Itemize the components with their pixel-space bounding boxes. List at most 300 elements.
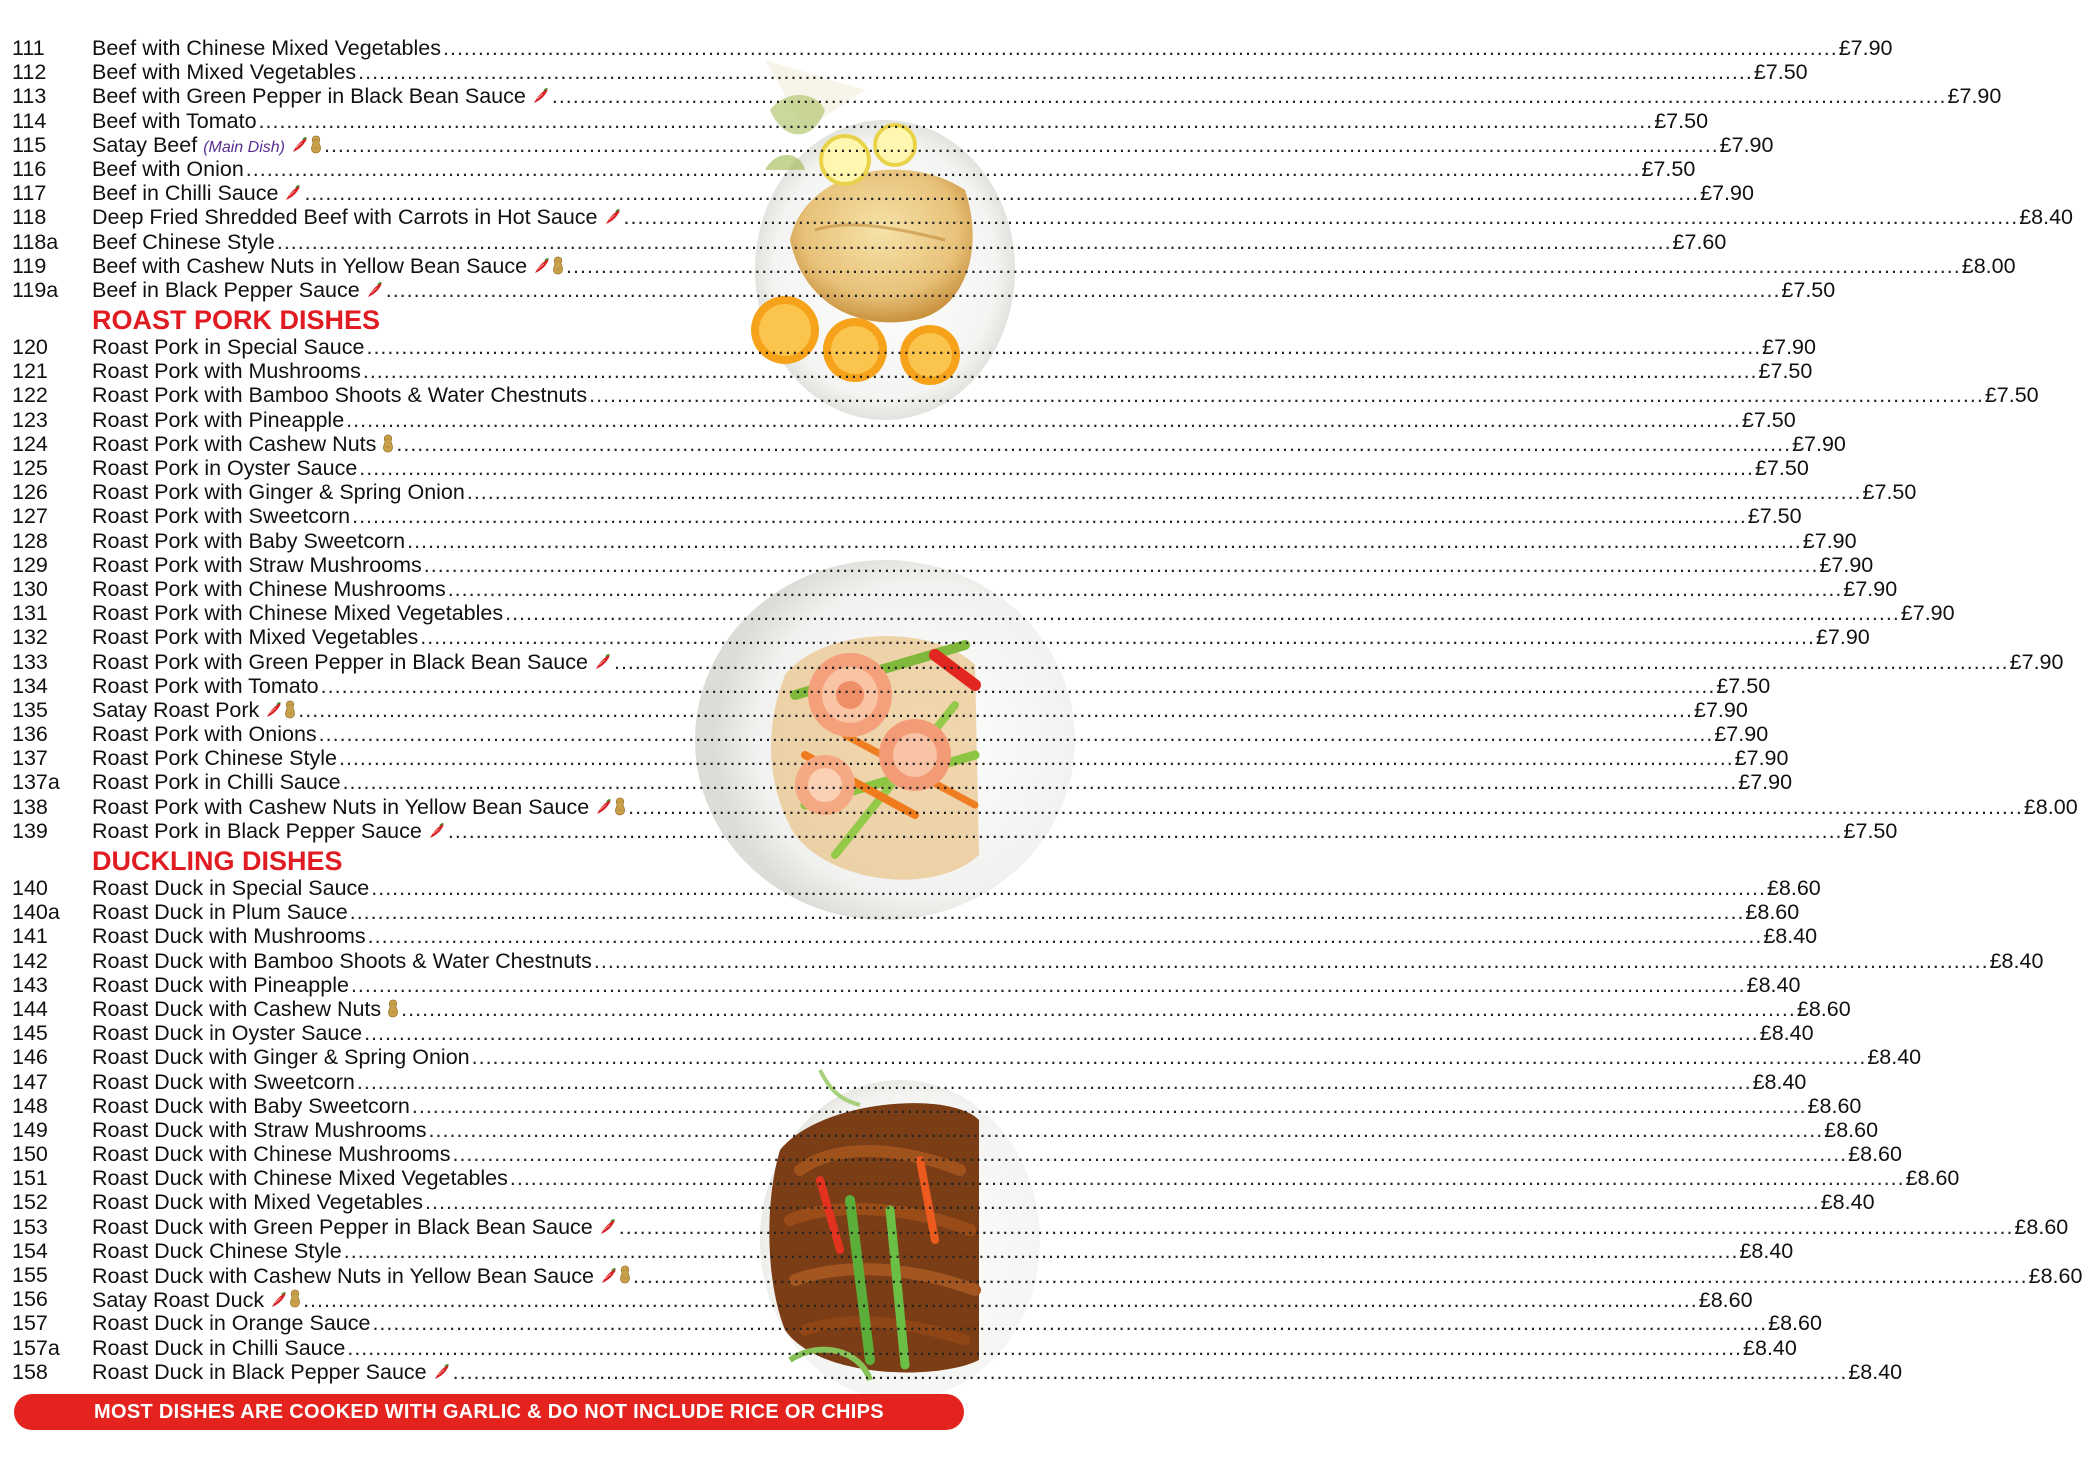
item-number: 145 (12, 1021, 48, 1046)
item-line (92, 229, 1727, 254)
item-note: (Main Dish) (203, 139, 285, 157)
item-price: £8.40 (1989, 948, 2044, 973)
item-name: Roast Duck in Oyster Sauce (92, 1021, 363, 1046)
item-line (92, 722, 1769, 747)
dot-leader: ........................................................................................................................................................................................................ (411, 1093, 1807, 1118)
dot-leader: ........................................................................................................................................................................................................ (452, 1142, 1848, 1167)
menu-item (0, 770, 1793, 795)
dot-leader: ........................................................................................................................................................................................................ (304, 181, 1700, 206)
dot-leader: ........................................................................................................................................................................................................ (342, 770, 1738, 795)
item-line (92, 156, 1696, 181)
item-name: Roast Duck with Straw Mushrooms (92, 1117, 427, 1142)
section-heading (0, 843, 760, 876)
item-number: 118 (12, 205, 47, 230)
dot-leader: ........................................................................................................................................................................................................ (447, 818, 1843, 843)
dot-leader: ........................................................................................................................................................................................................ (372, 1311, 1768, 1336)
item-price: £7.90 (1693, 698, 1748, 723)
dot-leader: ........................................................................................................................................................................................................ (632, 1263, 2028, 1288)
item-number: 141 (12, 924, 48, 949)
item-price: £7.90 (1792, 431, 1846, 456)
menu-item (0, 181, 1754, 206)
item-name: Roast Duck in Orange Sauce (92, 1311, 371, 1336)
chilli-icon (594, 652, 612, 670)
dot-leader: ........................................................................................................................................................................................................ (358, 60, 1753, 85)
item-line (92, 431, 1846, 456)
item-number: 123 (12, 407, 48, 432)
item-number: 146 (12, 1045, 48, 1070)
menu-item (0, 359, 1813, 384)
menu-item (0, 407, 1796, 432)
dot-leader: ........................................................................................................................................................................................................ (420, 625, 1815, 650)
dot-leader: ........................................................................................................................................................................................................ (343, 1238, 1739, 1263)
peanut-icon (619, 1265, 631, 1284)
menu-list (0, 36, 2082, 1384)
dot-leader: ........................................................................................................................................................................................................ (623, 205, 2019, 230)
item-icons (600, 1265, 631, 1284)
dot-leader: ........................................................................................................................................................................................................ (471, 1045, 1867, 1070)
dot-leader: ........................................................................................................................................................................................................ (428, 1117, 1824, 1142)
item-price: £8.60 (1905, 1166, 1960, 1191)
menu-item (0, 948, 2044, 973)
item-price: £8.60 (1766, 876, 1821, 900)
section-heading (0, 302, 760, 335)
item-number: 127 (12, 504, 48, 529)
dot-leader: ........................................................................................................................................................................................................ (245, 156, 1641, 181)
dot-leader: ........................................................................................................................................................................................................ (320, 673, 1716, 698)
item-name: Beef in Black Pepper Sauce (92, 277, 360, 302)
item-name: Roast Pork in Black Pepper Sauce (92, 818, 422, 843)
dot-leader: ........................................................................................................................................................................................................ (509, 1166, 1905, 1191)
item-name: Roast Duck in Black Pepper Sauce (92, 1359, 427, 1384)
dot-leader: ........................................................................................................................................................................................................ (298, 698, 1693, 723)
item-price: £7.90 (1838, 36, 1893, 60)
item-price: £8.60 (2014, 1214, 2069, 1239)
item-price: £7.50 (1754, 456, 1809, 480)
item-name: Roast Pork with Baby Sweetcorn (92, 528, 406, 553)
item-name: Roast Duck with Green Pepper in Black Bean Sauce (92, 1214, 593, 1239)
item-line (92, 1335, 1797, 1360)
item-name: Beef with Onion (92, 156, 244, 181)
item-number: 126 (12, 480, 48, 505)
dot-leader: ........................................................................................................................................................................................................ (276, 229, 1672, 254)
item-name: Roast Duck Chinese Style (92, 1238, 342, 1263)
item-name: Roast Pork in Chilli Sauce (92, 770, 341, 795)
item-icons (284, 183, 302, 201)
item-line (92, 1263, 2082, 1288)
menu-item (0, 229, 1727, 254)
dot-leader: ........................................................................................................................................................................................................ (447, 576, 1843, 601)
dot-leader: ........................................................................................................................................................................................................ (366, 335, 1762, 360)
dot-leader: ........................................................................................................................................................................................................ (452, 1359, 1848, 1384)
item-price: £7.50 (1741, 407, 1796, 432)
item-line (92, 205, 2074, 230)
item-icons (532, 86, 550, 104)
menu-item (0, 1335, 1797, 1360)
item-icons (604, 207, 622, 225)
item-line (92, 1311, 1822, 1336)
item-price: £8.40 (1739, 1238, 1794, 1263)
item-line (92, 1166, 1960, 1191)
dot-leader: ........................................................................................................................................................................................................ (618, 1214, 2014, 1239)
item-name: Roast Pork Chinese Style (92, 746, 337, 771)
item-line (92, 1359, 1903, 1384)
dot-leader: ........................................................................................................................................................................................................ (258, 108, 1654, 133)
item-number: 115 (12, 132, 47, 157)
dot-leader: ........................................................................................................................................................................................................ (352, 504, 1747, 529)
menu-item (0, 552, 1874, 577)
item-price: £7.90 (1802, 528, 1857, 553)
peanut-icon (614, 797, 626, 816)
item-line (92, 1069, 1807, 1094)
item-price: £8.40 (1743, 1335, 1797, 1360)
item-line (92, 84, 2002, 109)
item-price: £8.60 (1768, 1311, 1822, 1336)
item-line (92, 528, 1857, 553)
menu-item (0, 456, 1809, 480)
item-line (92, 60, 1808, 85)
menu-item (0, 1021, 1814, 1046)
item-name: Roast Duck in Special Sauce (92, 876, 370, 900)
menu-item (0, 1214, 2069, 1239)
item-name: Beef with Cashew Nuts in Yellow Bean Sauce (92, 254, 528, 279)
section-title: DUCKLING DISHES (92, 846, 343, 876)
dot-leader: ........................................................................................................................................................................................................ (425, 1190, 1820, 1215)
dot-leader: ........................................................................................................................................................................................................ (423, 552, 1819, 577)
item-name: Roast Pork with Cashew Nuts (92, 431, 377, 456)
item-price: £7.50 (1747, 504, 1802, 529)
menu-item (0, 84, 2002, 109)
item-line (92, 1214, 2069, 1239)
menu-item (0, 480, 1917, 505)
item-name: Satay Roast Pork (92, 698, 260, 723)
item-line (92, 1238, 1794, 1263)
item-number: 138 (12, 794, 48, 819)
item-icons (533, 256, 564, 275)
item-number: 157 (12, 1311, 48, 1336)
item-line (92, 1117, 1879, 1142)
item-number: 154 (12, 1238, 48, 1263)
item-price: £7.50 (1862, 480, 1917, 505)
menu-item (0, 205, 2074, 230)
menu-item (0, 996, 1851, 1021)
item-name: Roast Duck with Mixed Vegetables (92, 1190, 424, 1215)
item-price: £7.60 (1672, 229, 1727, 254)
dot-leader: ........................................................................................................................................................................................................ (323, 133, 1719, 158)
item-name: Roast Pork with Straw Mushrooms (92, 552, 422, 577)
item-number: 152 (12, 1190, 48, 1215)
item-price: £8.60 (1698, 1287, 1753, 1312)
item-price: £7.50 (1984, 383, 2039, 408)
menu-item (0, 794, 2078, 820)
dot-leader: ........................................................................................................................................................................................................ (318, 722, 1714, 747)
item-name: Roast Duck with Cashew Nuts in Yellow Bean Sauce (92, 1263, 594, 1288)
item-number: 116 (12, 156, 47, 181)
item-name: Roast Duck with Cashew Nuts (92, 996, 382, 1021)
item-line (92, 277, 1836, 302)
item-line (92, 625, 1870, 650)
item-line (92, 1021, 1814, 1046)
item-number: 137a (12, 770, 60, 795)
item-icons (433, 1362, 451, 1380)
item-name: Roast Pork with Sweetcorn (92, 504, 351, 529)
item-number: 113 (12, 84, 47, 109)
item-line (92, 335, 1816, 360)
item-line (92, 456, 1809, 480)
item-line (92, 601, 1955, 626)
item-name: Roast Pork with Chinese Mixed Vegetables (92, 601, 504, 626)
menu-item (0, 1190, 1875, 1215)
item-number: 117 (12, 181, 47, 206)
item-number: 135 (12, 697, 48, 722)
item-line (92, 359, 1813, 384)
item-price: £8.60 (2028, 1263, 2082, 1288)
item-price: £8.60 (1796, 996, 1851, 1021)
item-price: £7.90 (1700, 181, 1754, 206)
item-price: £7.90 (1734, 746, 1789, 771)
item-number: 119 (12, 253, 47, 278)
item-icons (595, 797, 626, 816)
menu-item (0, 60, 1808, 85)
item-name: Roast Pork with Green Pepper in Black Bean Sauce (92, 649, 588, 674)
menu-item (0, 1069, 1807, 1094)
item-number: 150 (12, 1142, 48, 1167)
item-price: £7.90 (2009, 649, 2064, 674)
item-line (92, 108, 1709, 133)
menu-item (0, 1238, 1794, 1263)
item-line (92, 795, 2078, 820)
item-price: £7.90 (1714, 722, 1769, 747)
item-number: 153 (12, 1214, 48, 1239)
dot-leader: ........................................................................................................................................................................................................ (350, 972, 1746, 997)
dot-leader: ........................................................................................................................................................................................................ (551, 84, 1947, 109)
item-name: Deep Fried Shredded Beef with Carrots in Hot Sauce (92, 205, 598, 230)
dot-leader: ........................................................................................................................................................................................................ (628, 795, 2023, 820)
item-price: £8.40 (1752, 1069, 1807, 1094)
item-number: 157a (12, 1335, 60, 1360)
item-number: 158 (12, 1359, 48, 1384)
menu-item (0, 625, 1870, 650)
item-line (92, 383, 2039, 408)
item-price: £8.00 (1961, 254, 2016, 279)
item-price: £7.90 (1947, 84, 2002, 109)
item-name: Roast Pork with Mixed Vegetables (92, 625, 419, 650)
item-name: Beef Chinese Style (92, 229, 275, 254)
item-price: £8.40 (1759, 1021, 1814, 1046)
item-line (92, 552, 1874, 577)
item-name: Roast Pork in Oyster Sauce (92, 456, 358, 480)
item-name: Roast Pork with Mushrooms (92, 359, 361, 384)
dot-leader: ........................................................................................................................................................................................................ (466, 480, 1862, 505)
item-price: £8.40 (1746, 972, 1801, 997)
item-line (92, 504, 1802, 529)
item-number: 147 (12, 1069, 48, 1094)
section-title: ROAST PORK DISHES (92, 305, 381, 336)
item-number: 151 (12, 1166, 48, 1191)
menu-item (0, 818, 1898, 843)
item-price: £7.50 (1781, 277, 1836, 302)
item-line (92, 900, 1800, 925)
item-number: 130 (12, 576, 48, 601)
dot-leader: ........................................................................................................................................................................................................ (385, 277, 1781, 302)
menu-item (0, 576, 1898, 601)
item-price: £8.60 (1807, 1093, 1862, 1118)
item-number: 128 (12, 528, 48, 553)
item-number: 111 (12, 36, 45, 60)
item-price: £7.50 (1641, 156, 1696, 181)
item-line (92, 996, 1851, 1021)
item-number: 136 (12, 722, 48, 747)
item-icons (291, 135, 322, 154)
dot-leader: ........................................................................................................................................................................................................ (349, 900, 1745, 925)
item-number: 119a (12, 277, 59, 302)
menu-item (0, 1093, 1862, 1118)
item-name: Beef with Chinese Mixed Vegetables (92, 36, 441, 60)
item-line (92, 770, 1793, 795)
menu-item (0, 1287, 1753, 1312)
chilli-icon (532, 86, 550, 104)
dot-leader: ........................................................................................................................................................................................................ (364, 1021, 1759, 1046)
item-name: Roast Pork with Cashew Nuts in Yellow Bean Sauce (92, 795, 590, 820)
chilli-icon (428, 821, 446, 839)
item-number: 137 (12, 746, 48, 771)
item-name: Roast Duck in Plum Sauce (92, 900, 348, 925)
item-number: 118a (12, 229, 59, 254)
item-name: Beef with Tomato (92, 108, 257, 133)
item-line (92, 818, 1898, 843)
dot-leader: ........................................................................................................................................................................................................ (362, 359, 1758, 384)
menu-item (0, 1142, 1902, 1167)
menu-item (0, 253, 2016, 279)
chilli-icon (433, 1362, 451, 1380)
menu-item (0, 431, 1846, 456)
menu-item (0, 277, 1836, 302)
peanut-icon (382, 434, 394, 453)
menu-item (0, 132, 1774, 158)
item-price: £7.90 (1900, 601, 1955, 626)
item-number: 143 (12, 972, 48, 997)
item-number: 148 (12, 1093, 48, 1118)
item-number: 155 (12, 1263, 48, 1287)
item-icons (387, 999, 399, 1018)
item-line (92, 876, 1821, 900)
dot-leader: ........................................................................................................................................................................................................ (443, 36, 1838, 60)
item-line (92, 181, 1754, 206)
item-number: 149 (12, 1117, 48, 1142)
item-price: £8.40 (1867, 1045, 1922, 1070)
item-number: 144 (12, 996, 48, 1021)
item-number: 129 (12, 552, 48, 577)
dot-leader: ........................................................................................................................................................................................................ (593, 948, 1989, 973)
dot-leader: ........................................................................................................................................................................................................ (401, 996, 1796, 1021)
dot-leader: ........................................................................................................................................................................................................ (613, 649, 2009, 674)
item-line (92, 1190, 1875, 1215)
item-line (92, 673, 1771, 698)
item-price: £7.90 (1843, 576, 1898, 601)
item-name: Roast Duck with Bamboo Shoots & Water Chestnuts (92, 948, 592, 973)
footer-notice: MOST DISHES ARE COOKED WITH GARLIC & DO NOT INCLUDE RICE OR CHIPS (14, 1394, 964, 1430)
item-name: Roast Duck with Baby Sweetcorn (92, 1093, 410, 1118)
chilli-icon (265, 700, 283, 718)
item-number: 124 (12, 431, 48, 456)
item-number: 125 (12, 456, 48, 480)
item-price: £8.60 (1745, 900, 1800, 925)
item-icons (428, 821, 446, 839)
item-name: Roast Pork with Onions (92, 722, 317, 747)
item-icons (599, 1217, 617, 1235)
item-line (92, 698, 1748, 723)
item-icons (270, 1289, 301, 1308)
menu-item (0, 1359, 1903, 1384)
item-price: £8.40 (2019, 205, 2074, 230)
chilli-icon (599, 1217, 617, 1235)
item-line (92, 649, 2064, 674)
item-price: £8.40 (1848, 1359, 1903, 1384)
item-number: 112 (12, 60, 47, 85)
dot-leader: ........................................................................................................................................................................................................ (338, 746, 1734, 771)
item-price: £7.50 (1654, 108, 1709, 133)
item-price: £7.50 (1716, 673, 1771, 698)
item-name: Roast Duck in Chilli Sauce (92, 1335, 346, 1360)
dot-leader: ........................................................................................................................................................................................................ (566, 254, 1961, 279)
item-price: £7.50 (1753, 60, 1808, 85)
item-price: £8.00 (2023, 795, 2078, 820)
item-name: Roast Pork with Pineapple (92, 407, 345, 432)
menu-item (0, 36, 1893, 60)
menu-item (0, 383, 2039, 408)
chilli-icon (604, 207, 622, 225)
item-line (92, 254, 2016, 279)
dot-leader: ........................................................................................................................................................................................................ (396, 431, 1792, 456)
chilli-icon (270, 1290, 288, 1308)
menu-item (0, 924, 1818, 949)
item-price: £7.90 (1719, 133, 1774, 158)
item-line (92, 1093, 1862, 1118)
item-name: Roast Duck with Mushrooms (92, 924, 366, 949)
menu-item (0, 108, 1709, 133)
item-name: Beef with Mixed Vegetables (92, 60, 357, 85)
menu-item (0, 504, 1802, 529)
item-name: Roast Duck with Chinese Mushrooms (92, 1142, 451, 1167)
item-name: Roast Pork with Tomato (92, 673, 319, 698)
item-name: Roast Pork with Chinese Mushrooms (92, 576, 446, 601)
peanut-icon (552, 256, 564, 275)
dot-leader: ........................................................................................................................................................................................................ (346, 407, 1741, 432)
item-number: 140 (12, 876, 48, 900)
item-name: Roast Pork with Ginger & Spring Onion (92, 480, 465, 505)
dot-leader: ........................................................................................................................................................................................................ (407, 528, 1802, 553)
item-name: Beef in Chilli Sauce (92, 181, 279, 206)
dot-leader: ........................................................................................................................................................................................................ (505, 601, 1900, 626)
menu-item (0, 1166, 1960, 1191)
menu-item (0, 156, 1696, 181)
item-price: £8.40 (1820, 1190, 1875, 1215)
item-line (92, 1287, 1753, 1312)
item-name: Roast Duck with Ginger & Spring Onion (92, 1045, 470, 1070)
item-number: 120 (12, 335, 48, 360)
item-price: £7.90 (1819, 552, 1874, 577)
menu-item (0, 900, 1800, 925)
item-name: Roast Duck with Pineapple (92, 972, 349, 997)
dot-leader: ........................................................................................................................................................................................................ (303, 1287, 1698, 1312)
item-name: Roast Pork in Special Sauce (92, 335, 365, 360)
item-number: 134 (12, 673, 48, 698)
item-name: Satay Roast Duck (92, 1287, 265, 1312)
menu-item (0, 972, 1801, 997)
menu-item (0, 528, 1857, 553)
item-line (92, 1045, 1922, 1070)
menu-item (0, 746, 1789, 771)
item-line (92, 36, 1893, 60)
